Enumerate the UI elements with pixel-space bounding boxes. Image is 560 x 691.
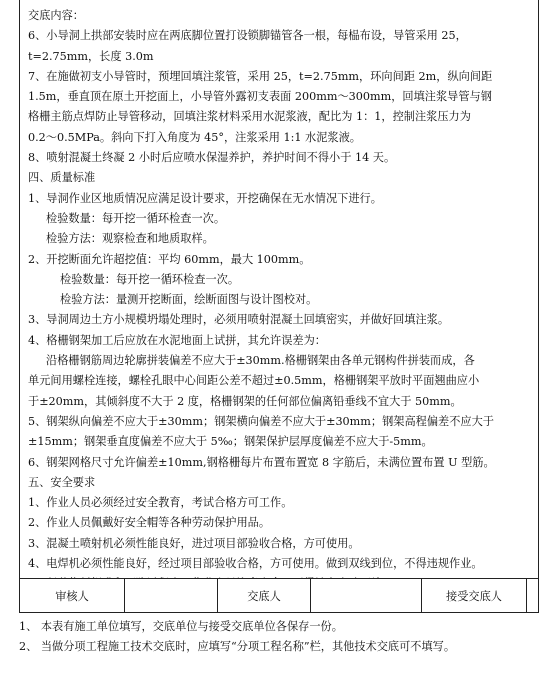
content-line: 1.5m，垂直顶在原土开挖面上，小导管外露初支表面 200mm～300mm，回填注浆导管与钢 <box>28 90 492 104</box>
content-line: 于±20mm，其倾斜度不大于 2 度，格栅钢架的任何部位偏离铅垂线不宜大于 50mm。 <box>28 394 462 408</box>
content-line: 2、作业人员佩戴好安全帽等各种劳动保护用品。 <box>28 516 271 530</box>
signature-row <box>19 579 539 613</box>
disclosure-sheet <box>19 0 539 657</box>
content-line: 5、钢架纵向偏差不应大于±30mm；钢架横向偏差不应大于±30mm；钢架高程偏差不应大于 <box>28 414 494 428</box>
content-line: 6、钢架网格尺寸允许偏差±10mm,钢格栅每片布置布置宽 8 字筋后，未满位置布置 U 型筋。 <box>28 455 495 469</box>
reviewer-label: 审核人 <box>20 579 125 612</box>
content-line <box>28 574 530 578</box>
footnote: 2、 当做分项工程施工技术交底时，应填写“分项工程名称”栏，其他技术交底可不填写。 <box>19 640 456 653</box>
content-line: 4、电焊机必须性能良好，经过项目部验收合格，方可使用。做到双线到位，不得违规作业。 <box>28 557 483 571</box>
content-line: 8、喷射混凝土终凝 2 小时后应喷水保湿养护，养护时间不得小于 14 天。 <box>28 151 396 165</box>
content-line: 3、混凝土喷射机必须性能良好，进过项目部验收合格，方可使用。 <box>28 536 360 550</box>
content-line: 4、格栅钢架加工后应放在水泥地面上试拼，其允许误差为： <box>28 333 326 347</box>
content-line: 3、导洞周边土方小规模坍塌处理时，必须用喷射混凝土回填密实，并做好回填注浆。 <box>28 313 450 327</box>
content-line: ±15mm；钢架垂直度偏差不应大于 5‰；钢架保护层厚度偏差不应大于-5mm。 <box>28 435 433 449</box>
content-line: 2、开挖断面允许超挖值：平均 60mm，最大 100mm。 <box>28 252 311 266</box>
discloser-signature-field[interactable] <box>311 579 422 612</box>
content-line: 交底内容： <box>28 9 84 22</box>
content-line: 7、在施做初支小导管时，预埋回填注浆管，采用 25，t=2.75mm，环向间距 2m，纵向间距 <box>28 69 493 83</box>
reviewer-signature-field[interactable] <box>125 579 218 612</box>
discloser-label: 交底人 <box>218 579 311 612</box>
content-line: 沿格栅钢筋周边轮廓拼装偏差不应大于±30mm.格栅钢架由各单元钢构件拼装而成，各 <box>46 354 475 368</box>
content-line: 1、作业人员必须经过安全教育，考试合格方可工作。 <box>28 496 293 510</box>
content-line: 1、导洞作业区地质情况应满足设计要求，开挖确保在无水情况下进行。 <box>28 191 382 205</box>
content-line: 0.2～0.5MPa。斜向下打入角度为 45°，注浆采用 1:1 水泥浆液。 <box>28 130 361 144</box>
content-line: t=2.75mm，长度 3.0m <box>28 49 154 63</box>
content-line: 检验方法：观察检查和地质取样。 <box>46 232 214 246</box>
disclosure-content <box>20 0 538 578</box>
content-line: 五、安全要求 <box>28 475 96 489</box>
footnotes <box>19 613 539 657</box>
receiver-label: 接受交底人 <box>422 579 527 612</box>
content-line: 格栅主筋点焊防止导管移动，回填注浆材料采用水泥浆液，配比为 1：1，控制注浆压力为 <box>28 110 471 124</box>
content-line: 检验方法：量测开挖断面，绘断面图与设计图校对。 <box>60 293 318 307</box>
footnote: 1、 本表有施工单位填写，交底单位与接受交底单位各保存一份。 <box>19 620 343 633</box>
content-line: 单元间用螺栓连接，螺栓孔眼中心间距公差不超过±0.5mm，格栅钢架平放时平面翘曲应小 <box>28 374 480 388</box>
content-line: 四、质量标准 <box>28 171 96 185</box>
content-line: 检验数量：每开挖一循环检查一次。 <box>46 211 226 225</box>
content-line: 6、小导洞上拱部安装时应在两底脚位置打设锁脚锚管各一根，每榀布设，导管采用 25， <box>28 29 467 43</box>
receiver-signature-field[interactable] <box>527 579 538 612</box>
content-line: 检验数量：每开挖一循环检查一次。 <box>60 272 240 286</box>
content-box <box>19 0 539 579</box>
